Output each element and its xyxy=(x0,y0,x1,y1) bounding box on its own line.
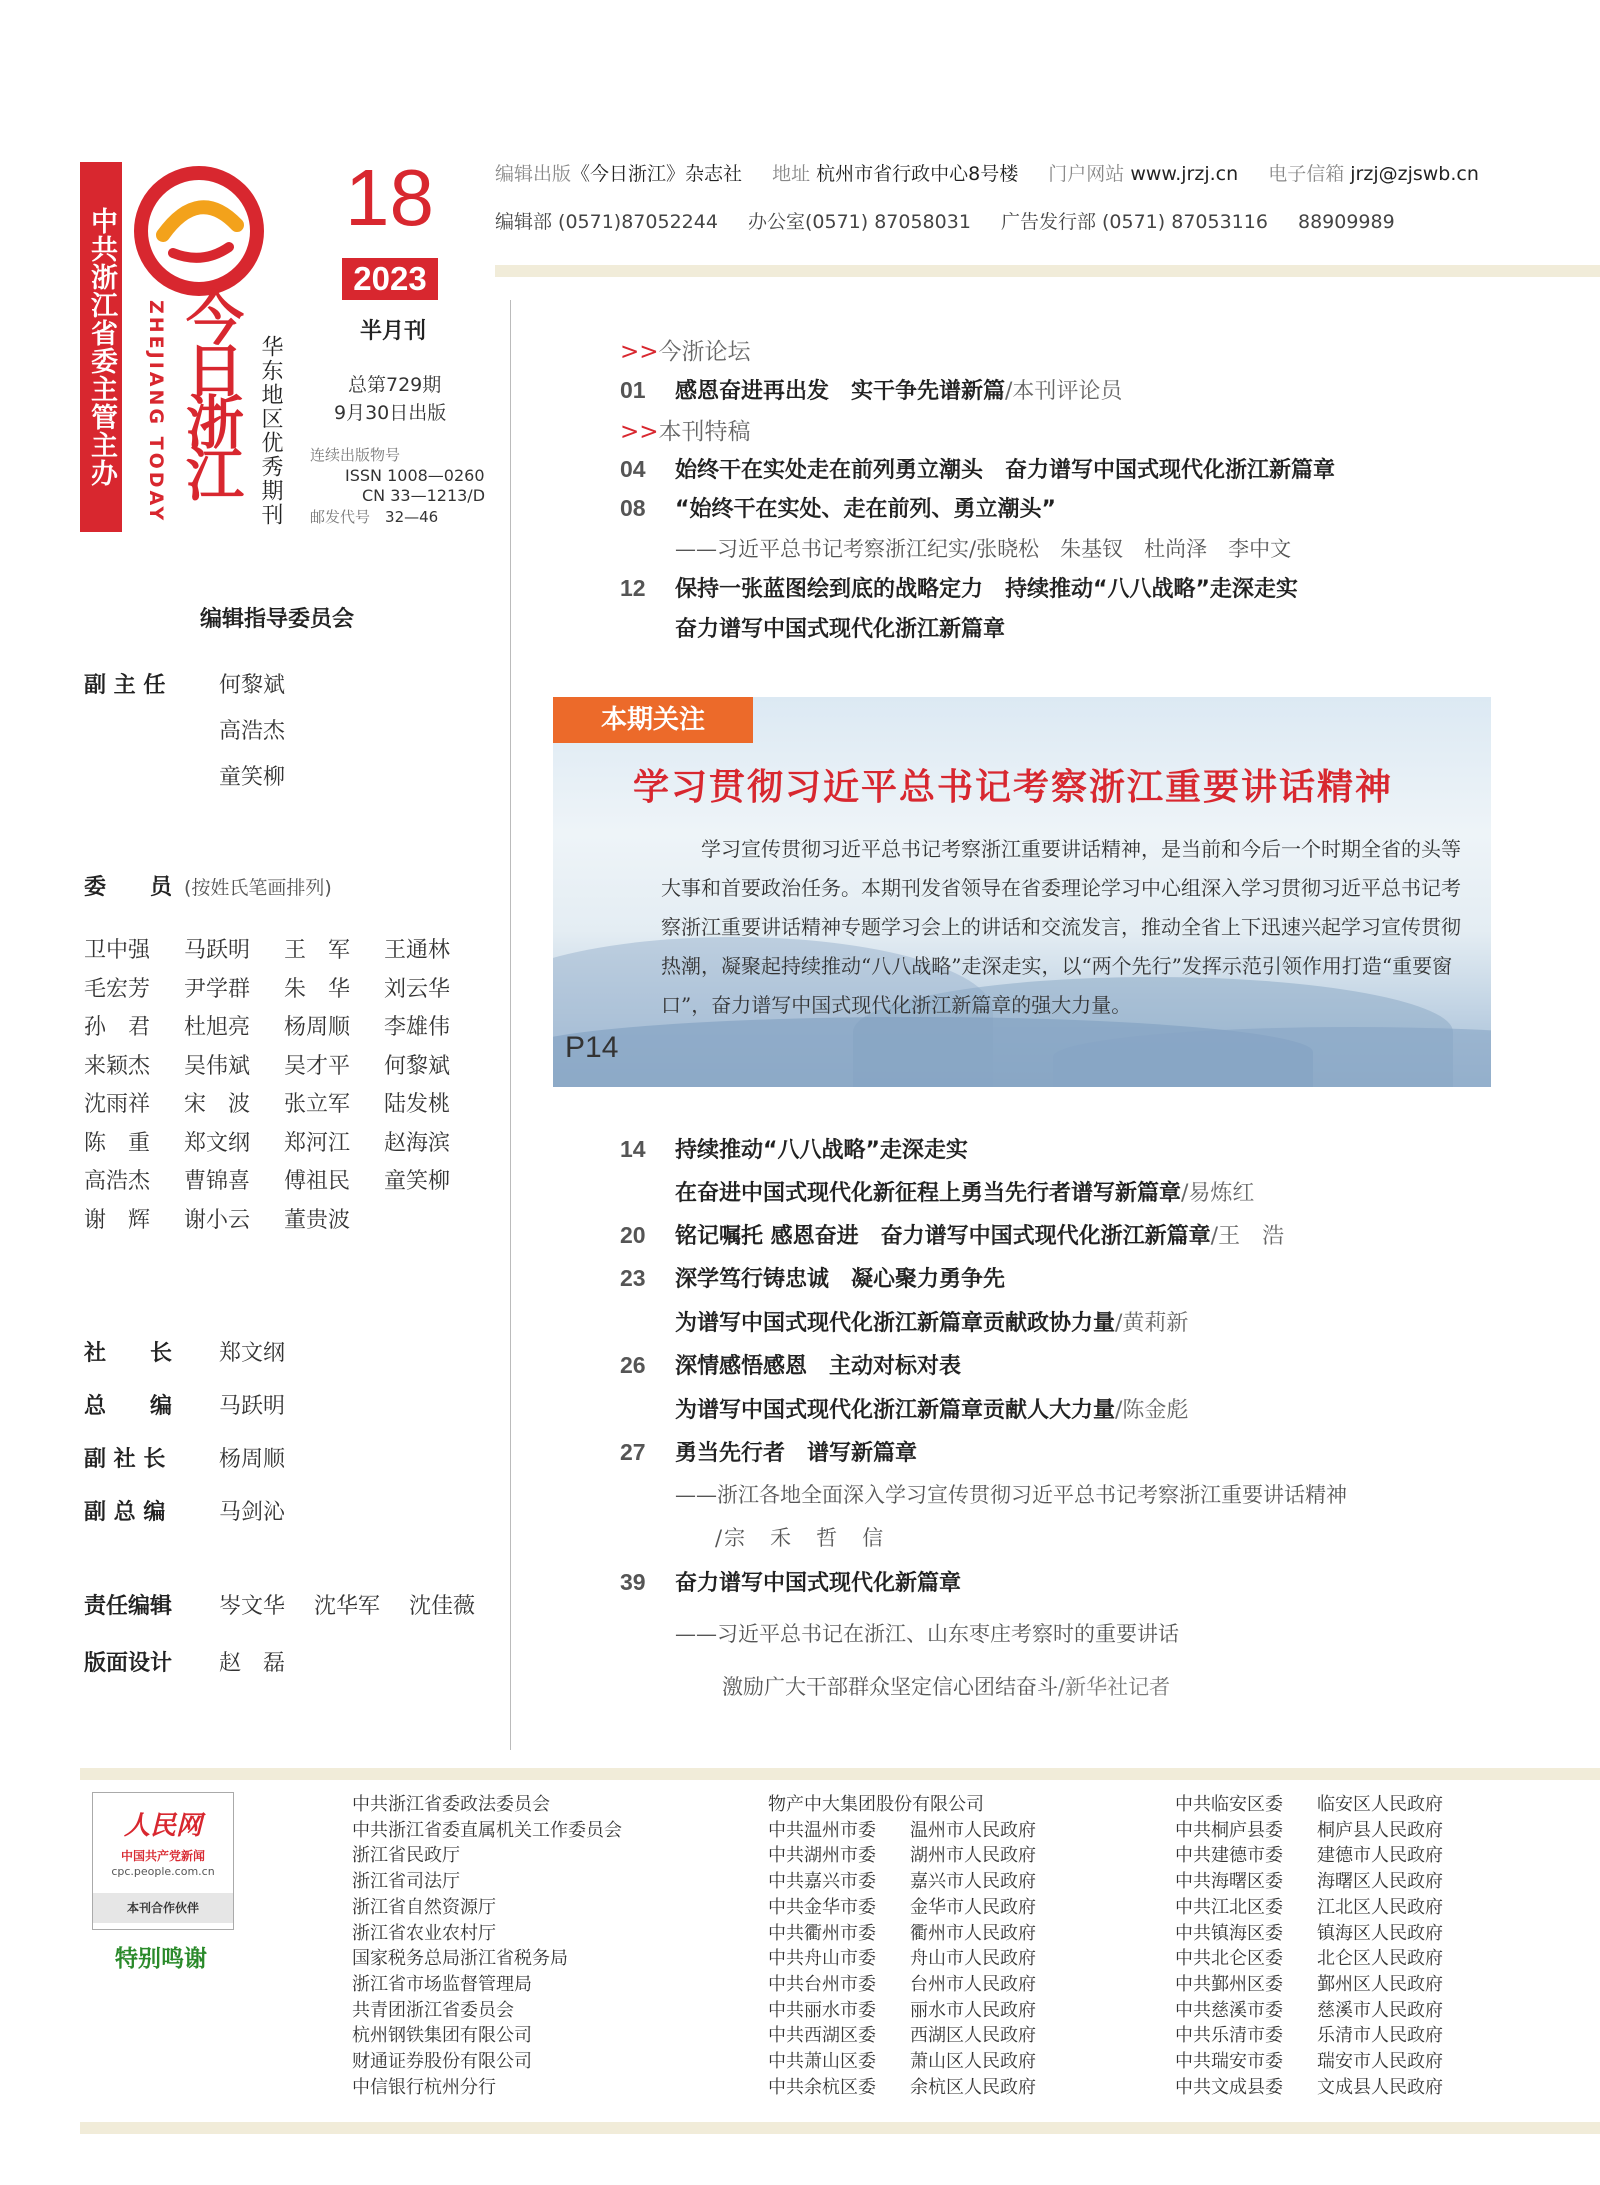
member-name: 杨周顺 xyxy=(284,1015,351,1040)
party-committee: 中共桐庐县委 xyxy=(1175,1819,1283,1841)
member-name: 谢小云 xyxy=(184,1207,251,1233)
member-name: 刘云华 xyxy=(384,976,451,1002)
party-committee: 中共海曙区委 xyxy=(1175,1871,1283,1893)
publisher-label: 编辑出版 xyxy=(495,163,572,185)
party-committee: 中共嘉兴市委 xyxy=(768,1871,876,1893)
staff-role: 版面设计 xyxy=(84,1651,173,1676)
toc-page-number: 23 xyxy=(620,1265,646,1291)
partner-url: cpc.people.com.cn xyxy=(111,1865,215,1878)
member-name: 朱 华 xyxy=(284,976,351,1002)
toc-title: 始终干在实处走在前列勇立潮头 奋力谱写中国式现代化浙江新篇章 xyxy=(675,458,1336,483)
toc-item-08[interactable] xyxy=(620,492,1056,523)
staff-row xyxy=(84,1589,475,1620)
government: 舟山市人民政府 xyxy=(910,1948,1036,1970)
thanks-entry: 浙江省司法厅 xyxy=(352,1871,460,1893)
member-name: 陈 重 xyxy=(84,1130,151,1156)
toc-page-number: 04 xyxy=(620,456,646,482)
thanks-entry xyxy=(1175,2023,1443,2049)
address: 杭州市省行政中心8号楼 xyxy=(816,163,1019,185)
government: 江北区人民政府 xyxy=(1317,1896,1443,1918)
party-committee: 中共西湖区委 xyxy=(768,2025,876,2047)
toc-title: 感恩奋进再出发 实干争先谱新篇 xyxy=(675,379,1006,404)
members-row xyxy=(84,1163,504,1202)
toc-title: 奋力谱写中国式现代化新篇章 xyxy=(675,1571,962,1596)
thanks-entry xyxy=(768,2049,1036,2075)
members-list xyxy=(84,932,504,1240)
government: 鄞州区人民政府 xyxy=(1317,1973,1443,1995)
toc-subtitle xyxy=(675,533,1291,563)
thanks-entry: 物产中大集团股份有限公司 xyxy=(768,1794,984,1815)
thanks-entry xyxy=(1175,1895,1443,1921)
thanks-entry: 财通证券股份有限公司 xyxy=(352,2051,532,2073)
party-committee: 中共北仑区委 xyxy=(1175,1948,1283,1970)
section-arrow-icon: >> xyxy=(620,339,659,365)
feature-tab: 本期关注 xyxy=(553,697,753,743)
government: 文成县人民政府 xyxy=(1317,2076,1443,2098)
sponsor-band: 中共浙江省委主管主办 xyxy=(80,162,122,532)
email-label: 电子信箱 xyxy=(1268,163,1345,185)
staff-row xyxy=(84,1495,285,1526)
party-committee: 中共舟山市委 xyxy=(768,1948,876,1970)
vice-director-name: 何黎斌 xyxy=(219,673,286,698)
staff-row xyxy=(84,1389,285,1420)
editorial-phone: 编辑部 (0571)87052244 xyxy=(495,211,718,233)
thanks-entry: 中共浙江省委政法委员会 xyxy=(352,1794,550,1815)
toc-author: /宗 禾 哲 信 xyxy=(715,1526,886,1550)
member-name: 何黎斌 xyxy=(384,1053,451,1079)
postal-code xyxy=(310,506,438,527)
members-row xyxy=(84,971,504,1010)
government: 海曙区人民政府 xyxy=(1317,1871,1443,1893)
thanks-entry: 浙江省民政厅 xyxy=(352,1845,460,1867)
magazine-title-logo: 今日浙江 xyxy=(176,288,244,496)
toc-item-23[interactable] xyxy=(620,1262,1005,1293)
toc-title-line-2: 为谱写中国式现代化浙江新篇章贡献政协力量 xyxy=(675,1311,1116,1336)
vice-director-name: 高浩杰 xyxy=(219,719,286,744)
party-committee: 中共慈溪市委 xyxy=(1175,1999,1283,2021)
thanks-entry: 共青团浙江省委员会 xyxy=(352,1999,514,2021)
party-committee: 中共建德市委 xyxy=(1175,1845,1283,1867)
government: 金华市人民政府 xyxy=(910,1896,1036,1918)
thanks-entry xyxy=(1175,1818,1443,1844)
partner-subtitle: 中国共产党新闻 xyxy=(120,1849,205,1863)
toc-subtitle-text: 激励广大干部群众坚定信心团结奋斗 xyxy=(722,1675,1058,1699)
feature-body: 学习宣传贯彻习近平总书记考察浙江重要讲话精神，是当前和今后一个时期全省的头等大事和首要政治任务。本期刊发省领导在省委理论学习中心组深入学习贯彻习近平总书记考察浙江重要讲话精神专题学习会上的讲话和交流发言，推动全省上下迅速兴起学习宣传贯彻热潮，凝聚起持续推动“八八战略”走深走实，以“两个先行”发挥示范引领作用打造“重要窗口”，奋力谱写中国式现代化浙江新篇章的强大力量。 xyxy=(661,837,1461,1017)
government: 北仑区人民政府 xyxy=(1317,1948,1443,1970)
thanks-entry xyxy=(1175,1946,1443,1972)
members-row xyxy=(84,1009,504,1048)
staff-row xyxy=(84,1442,285,1473)
toc-title: 深情感悟感恩 主动对标对表 xyxy=(675,1354,962,1379)
member-name: 杜旭亮 xyxy=(184,1015,251,1040)
thanks-entry xyxy=(1175,1972,1443,1998)
party-committee: 中共临安区委 xyxy=(1175,1794,1283,1815)
thanks-entry xyxy=(1175,1792,1443,1818)
thanks-entry: 杭州钢铁集团有限公司 xyxy=(352,2025,532,2047)
cn-number: CN 33—1213/D xyxy=(362,486,486,505)
vice-director-row xyxy=(84,668,285,699)
thanks-entry xyxy=(768,1869,1036,1895)
members-row xyxy=(84,1202,504,1241)
thanks-entry xyxy=(768,1972,1036,1998)
member-name: 郑文纲 xyxy=(184,1130,251,1156)
member-name: 赵海滨 xyxy=(384,1130,451,1156)
party-committee: 中共衢州市委 xyxy=(768,1922,876,1944)
thanks-entry xyxy=(768,1818,1036,1844)
staff-name: 郑文纲 xyxy=(219,1341,286,1366)
thanks-column-1 xyxy=(352,1792,622,2100)
feature-page: P14 xyxy=(565,1031,619,1064)
government: 嘉兴市人民政府 xyxy=(910,1871,1036,1893)
toc-title-line-2: 奋力谱写中国式现代化浙江新篇章 xyxy=(675,617,1006,642)
staff-role: 副 社 长 xyxy=(84,1447,166,1472)
party-committee: 中共萧山区委 xyxy=(768,2051,876,2073)
feature-title: 学习贯彻习近平总书记考察浙江重要讲话精神 xyxy=(633,767,1394,808)
government: 萧山区人民政府 xyxy=(910,2051,1036,2073)
thanks-entry xyxy=(768,1998,1036,2024)
staff-role: 副 总 编 xyxy=(84,1500,166,1525)
toc-item-27[interactable] xyxy=(620,1436,917,1467)
toc-item-14[interactable] xyxy=(620,1133,968,1164)
thanks-entry xyxy=(1175,1869,1443,1895)
government: 余杭区人民政府 xyxy=(910,2076,1036,2098)
toc-item-04[interactable] xyxy=(620,453,1335,484)
member-name: 吴伟斌 xyxy=(184,1053,251,1079)
members-label: 委 员 xyxy=(84,875,173,900)
party-committee: 中共文成县委 xyxy=(1175,2076,1283,2098)
toc-page-number: 20 xyxy=(620,1222,646,1248)
members-row xyxy=(84,1125,504,1164)
thanks-entry xyxy=(768,2075,1036,2101)
toc-author: /易炼红 xyxy=(1181,1181,1255,1206)
toc-title: 勇当先行者 谱写新篇章 xyxy=(675,1441,918,1466)
issue-number: 18 xyxy=(345,153,434,242)
publication-date: 9月30日出版 xyxy=(334,402,447,424)
logo-emblem-icon xyxy=(133,165,265,297)
section-arrow-icon: >> xyxy=(620,419,659,445)
member-name: 童笑柳 xyxy=(384,1169,451,1194)
member-name: 孙 君 xyxy=(84,1015,151,1040)
party-committee: 中共温州市委 xyxy=(768,1819,876,1841)
thanks-entry: 中共浙江省委直属机关工作委员会 xyxy=(352,1819,622,1841)
thanks-entry xyxy=(1175,2049,1443,2075)
toc-item-12[interactable] xyxy=(620,572,1298,603)
member-name: 沈雨祥 xyxy=(84,1092,151,1117)
thanks-entry xyxy=(768,1946,1036,1972)
party-committee: 中共台州市委 xyxy=(768,1973,876,1995)
toc-page-number: 39 xyxy=(620,1569,646,1595)
people-daily-logo: 人民网 xyxy=(123,1811,202,1841)
staff-name: 赵 磊 xyxy=(219,1651,286,1676)
toc-title: 持续推动“八八战略”走深走实 xyxy=(675,1138,968,1163)
member-name: 谢 辉 xyxy=(84,1207,151,1233)
section-title: 今浙论坛 xyxy=(658,339,751,365)
member-name: 来颖杰 xyxy=(84,1053,151,1079)
toc-subtitle xyxy=(675,1306,1188,1337)
postal-label: 邮发代号 xyxy=(310,508,371,526)
toc-title: 保持一张蓝图绘到底的战略定力 持续推动“八八战略”走深走实 xyxy=(675,577,1298,602)
contact-row-2 xyxy=(495,207,1419,234)
government: 镇海区人民政府 xyxy=(1317,1922,1443,1944)
government: 慈溪市人民政府 xyxy=(1317,1999,1443,2021)
toc-subtitle xyxy=(675,612,1005,643)
footer-rule-top xyxy=(80,1768,1600,1780)
toc-subtitle xyxy=(675,1393,1188,1424)
thanks-entry: 浙江省自然资源厅 xyxy=(352,1896,496,1918)
member-name: 郑河江 xyxy=(284,1130,351,1156)
members-note: (按姓氏笔画排列) xyxy=(184,877,332,899)
government: 湖州市人民政府 xyxy=(910,1845,1036,1867)
member-name: 吴才平 xyxy=(284,1053,351,1079)
party-committee: 中共乐清市委 xyxy=(1175,2025,1283,2047)
party-committee: 中共瑞安市委 xyxy=(1175,2051,1283,2073)
toc-page-number: 27 xyxy=(620,1439,646,1465)
thanks-column-3 xyxy=(1175,1792,1443,2100)
issn: ISSN 1008—0260 xyxy=(345,466,485,485)
office-phone: 办公室(0571) 87058031 xyxy=(747,211,971,233)
toc-author: /王 浩 xyxy=(1210,1224,1285,1249)
staff-row xyxy=(84,1646,285,1677)
toc-page-number: 14 xyxy=(620,1136,646,1162)
thanks-entry xyxy=(1175,1998,1443,2024)
site-label: 门户网站 xyxy=(1048,163,1125,185)
party-committee: 中共丽水市委 xyxy=(768,1999,876,2021)
member-name: 王 军 xyxy=(284,938,351,963)
member-name: 尹学群 xyxy=(184,976,251,1002)
staff-name: 马跃明 xyxy=(219,1394,286,1419)
toc-title: 深学笃行铸忠诚 凝心聚力勇争先 xyxy=(675,1267,1006,1292)
thanks-column-2 xyxy=(768,1792,1036,2100)
toc-author: /本刊评论员 xyxy=(1005,379,1123,404)
ads-phone: 广告发行部 (0571) 87053116 xyxy=(1000,211,1268,233)
vice-director-label: 副 主 任 xyxy=(84,673,166,698)
thanks-entry: 浙江省农业农村厅 xyxy=(352,1922,496,1944)
staff-role: 总 编 xyxy=(84,1394,173,1419)
thanks-entry: 国家税务总局浙江省税务局 xyxy=(352,1948,568,1970)
member-name: 陆发桃 xyxy=(384,1092,451,1117)
member-name: 高浩杰 xyxy=(84,1169,151,1194)
toc-page-number: 01 xyxy=(620,377,646,403)
government: 建德市人民政府 xyxy=(1317,1845,1443,1867)
thanks-entry xyxy=(768,1843,1036,1869)
email-link[interactable]: jrzj@zjswb.cn xyxy=(1350,163,1479,185)
toc-page-number: 26 xyxy=(620,1352,646,1378)
toc-author: /黄莉新 xyxy=(1115,1311,1189,1336)
toc-item-20[interactable] xyxy=(620,1219,1284,1250)
member-name: 李雄伟 xyxy=(384,1015,451,1040)
toc-author: /新华社记者 xyxy=(1058,1675,1171,1699)
publisher: 《今日浙江》杂志社 xyxy=(571,163,743,185)
party-committee: 中共金华市委 xyxy=(768,1896,876,1918)
member-name: 毛宏芳 xyxy=(84,976,151,1002)
frequency-label: 半月刊 xyxy=(360,319,427,344)
government: 瑞安市人民政府 xyxy=(1317,2051,1443,2073)
site-link[interactable]: www.jrzj.cn xyxy=(1130,163,1239,185)
member-name: 宋 波 xyxy=(184,1092,251,1117)
toc-author: /张晓松 朱基钗 杜尚泽 李中文 xyxy=(969,537,1292,561)
section-heading-forum xyxy=(620,333,751,366)
government: 临安区人民政府 xyxy=(1317,1794,1443,1815)
party-committee: 中共湖州市委 xyxy=(768,1845,876,1867)
toc-page-number: 12 xyxy=(620,575,646,601)
thanks-entry xyxy=(768,1921,1036,1947)
ads-phone-2: 88909989 xyxy=(1297,211,1395,233)
government: 丽水市人民政府 xyxy=(910,1999,1036,2021)
vice-director-name: 童笑柳 xyxy=(219,765,286,790)
board-title: 编辑指导委员会 xyxy=(200,607,355,632)
section-title: 本刊特稿 xyxy=(658,419,751,445)
thanks-entry xyxy=(768,2023,1036,2049)
special-thanks: 特别鸣谢 xyxy=(115,1945,207,1972)
members-row xyxy=(84,1086,504,1125)
members-row xyxy=(84,1048,504,1087)
staff-name: 马剑沁 xyxy=(219,1500,286,1525)
toc-subtitle: ——浙江各地全面深入学习宣传贯彻习近平总书记考察浙江重要讲话精神 xyxy=(675,1483,1347,1507)
column-divider xyxy=(510,300,511,1750)
staff-role: 社 长 xyxy=(84,1341,173,1366)
party-committee: 中共余杭区委 xyxy=(768,2076,876,2098)
toc-page-number: 08 xyxy=(620,495,646,521)
government: 温州市人民政府 xyxy=(910,1819,1036,1841)
party-committee: 中共鄞州区委 xyxy=(1175,1973,1283,1995)
toc-title-line-2: 为谱写中国式现代化浙江新篇章贡献人大力量 xyxy=(675,1398,1116,1423)
government: 衢州市人民政府 xyxy=(910,1922,1036,1944)
toc-item-39[interactable] xyxy=(620,1566,961,1597)
government: 桐庐县人民政府 xyxy=(1317,1819,1443,1841)
toc-subtitle xyxy=(722,1671,1170,1701)
address-label: 地址 xyxy=(772,163,811,185)
thanks-entry xyxy=(1175,1921,1443,1947)
magazine-title-en: ZHEJIANG TODAY xyxy=(145,300,167,524)
party-committee: 中共镇海区委 xyxy=(1175,1922,1283,1944)
partner-label: 本刊合作伙伴 xyxy=(93,1893,233,1923)
footer-rule-bottom xyxy=(80,2122,1600,2134)
toc-title: 铭记嘱托 感恩奋进 奋力谱写中国式现代化浙江新篇章 xyxy=(675,1224,1211,1249)
thanks-entry xyxy=(1175,1843,1443,1869)
thanks-entry: 中信银行杭州分行 xyxy=(352,2076,496,2098)
thanks-entry xyxy=(1175,2075,1443,2101)
toc-title: “始终干在实处、走在前列、勇立潮头” xyxy=(675,497,1056,522)
toc-title-line-2: 在奋进中国式现代化新征程上勇当先行者谱写新篇章 xyxy=(675,1181,1182,1206)
thanks-entry xyxy=(768,1895,1036,1921)
member-name: 王通林 xyxy=(384,938,451,963)
header-rule xyxy=(495,265,1600,277)
member-name: 曹锦喜 xyxy=(184,1169,251,1194)
member-name: 马跃明 xyxy=(184,938,251,963)
feature-box[interactable] xyxy=(553,697,1491,1087)
section-heading-special xyxy=(620,413,751,446)
issue-year: 2023 xyxy=(342,258,438,300)
staff-role: 责任编辑 xyxy=(84,1594,173,1619)
toc-subtitle: ——习近平总书记在浙江、山东枣庄考察时的重要讲话 xyxy=(675,1622,1179,1646)
government: 西湖区人民政府 xyxy=(910,2025,1036,2047)
party-committee: 中共江北区委 xyxy=(1175,1896,1283,1918)
toc-subtitle-text: ——习近平总书记考察浙江纪实 xyxy=(675,537,969,561)
staff-row xyxy=(84,1336,285,1367)
staff-name: 杨周顺 xyxy=(219,1447,286,1472)
award-label: 华东地区优秀期刊 xyxy=(258,335,283,527)
thanks-entry: 浙江省市场监督管理局 xyxy=(352,1973,532,1995)
total-issue: 总第729期 xyxy=(348,374,442,396)
members-row xyxy=(84,932,504,971)
member-name: 张立军 xyxy=(284,1092,351,1117)
serial-label: 连续出版物号 xyxy=(310,446,401,464)
postal-value: 32—46 xyxy=(385,508,439,526)
toc-item-26[interactable] xyxy=(620,1349,961,1380)
toc-author: /陈金彪 xyxy=(1115,1398,1189,1423)
contact-row-1 xyxy=(495,159,1503,186)
toc-item-01[interactable] xyxy=(620,374,1122,405)
partner-logo-box[interactable] xyxy=(92,1792,234,1930)
toc-subtitle xyxy=(675,1176,1254,1207)
member-name: 卫中强 xyxy=(84,938,151,963)
staff-name: 岑文华 沈华军 沈佳薇 xyxy=(219,1594,475,1619)
member-name: 董贵波 xyxy=(284,1207,351,1233)
member-name: 傅祖民 xyxy=(284,1169,351,1194)
government: 台州市人民政府 xyxy=(910,1973,1036,1995)
members-heading xyxy=(84,870,332,901)
government: 乐清市人民政府 xyxy=(1317,2025,1443,2047)
